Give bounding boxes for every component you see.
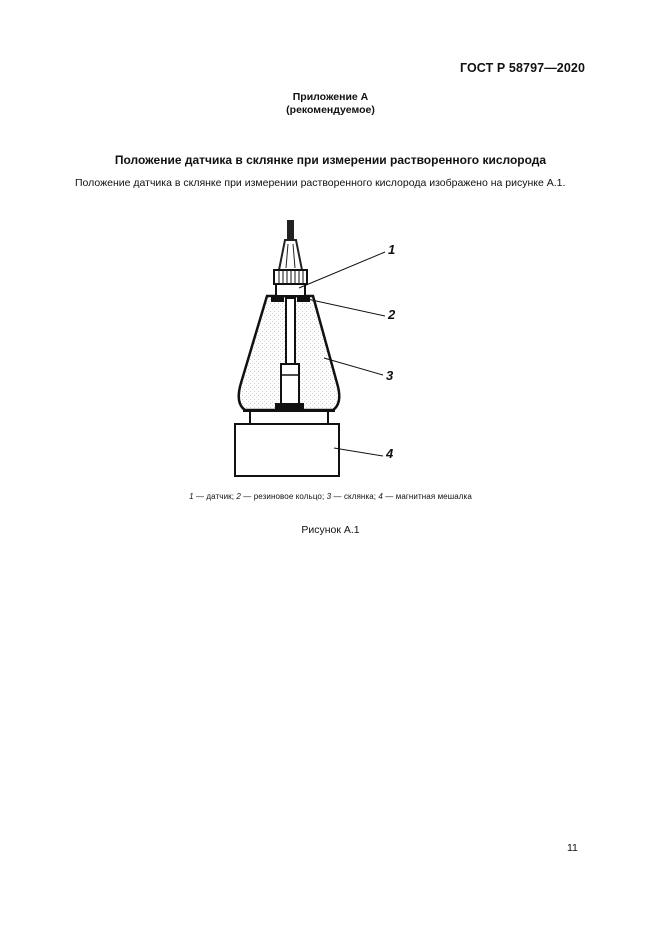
- figure-a1: [225, 218, 415, 483]
- legend-item-1: 1 — датчик;: [189, 492, 237, 501]
- stirrer-stand: [250, 411, 328, 424]
- legend-item-3: 3 — склянка;: [326, 492, 379, 501]
- sensor-cable: [279, 220, 302, 270]
- sensor-in-flask-diagram: [225, 218, 415, 483]
- appendix-title: Приложение А: [292, 91, 369, 103]
- callout-3: 3: [386, 368, 394, 383]
- figure-caption: Рисунок А.1: [301, 524, 360, 536]
- section-title: Положение датчика в склянке при измерении растворенного кислорода: [114, 153, 547, 167]
- legend-item-2: 2 — резиновое кольцо;: [236, 492, 327, 501]
- appendix-subtitle: (рекомендуемое): [286, 103, 375, 116]
- magnetic-stirrer-icon: [235, 424, 339, 476]
- callout-2: 2: [388, 307, 396, 322]
- stir-bar-icon: [275, 403, 304, 411]
- callout-1: 1: [388, 242, 396, 257]
- body-paragraph: Положение датчика в склянке при измерении растворенного кислорода изображено на рисунке А.1.: [75, 177, 566, 189]
- callout-4: 4: [386, 446, 394, 461]
- figure-legend: [0, 492, 661, 501]
- page-number: 11: [567, 842, 578, 854]
- document-code: ГОСТ Р 58797—2020: [459, 61, 585, 75]
- appendix-heading: [0, 91, 661, 116]
- legend-item-4: 4 — магнитная мешалка: [378, 492, 472, 501]
